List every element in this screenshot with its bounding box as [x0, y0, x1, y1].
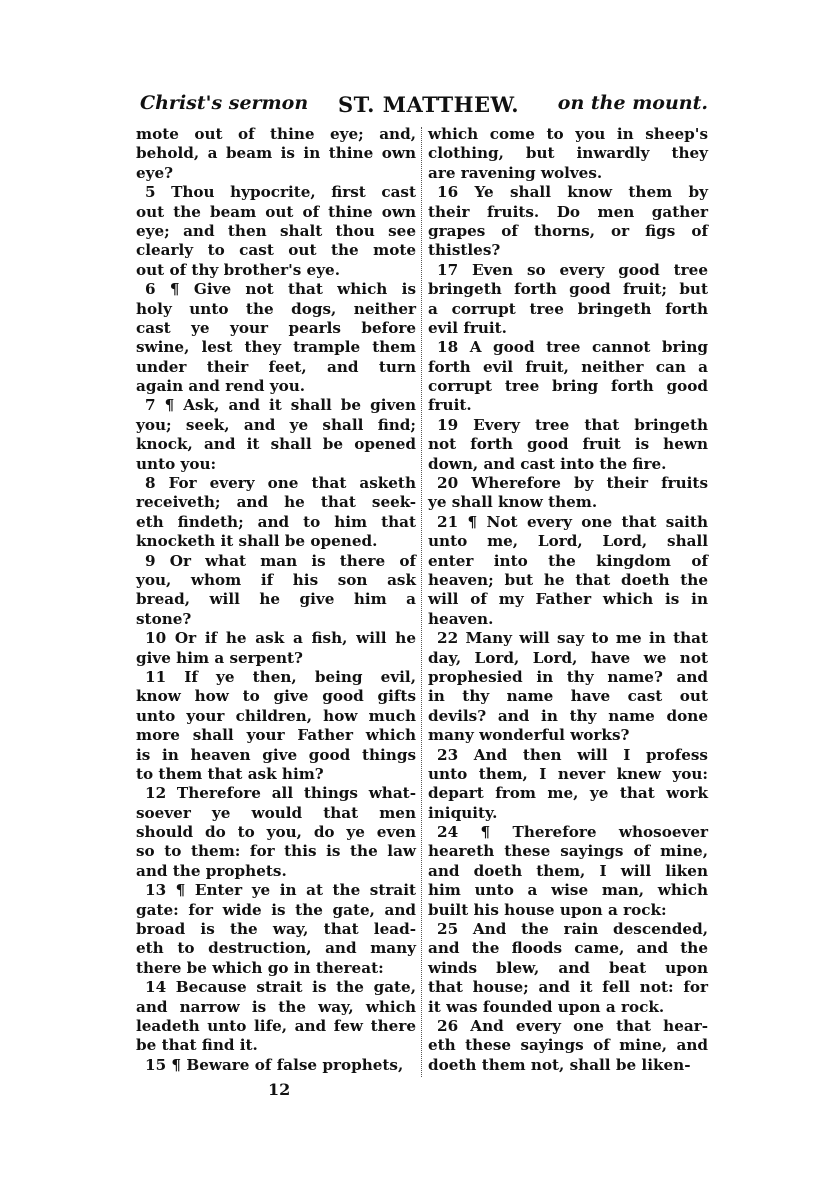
- text-line: built his house upon a rock:: [428, 900, 667, 919]
- text-line: 19 Every tree that bringeth: [437, 415, 708, 434]
- running-header: [140, 92, 708, 122]
- text-line: depart from me, ye that work: [428, 784, 708, 803]
- text-line: out the beam out of thine own: [136, 202, 416, 221]
- text-line: 18 A good tree cannot bring: [437, 338, 708, 357]
- text-line: bringeth forth good fruit; but: [428, 280, 708, 299]
- text-line: receiveth; and he that seek-: [136, 493, 416, 512]
- text-line: heaven; but he that doeth the: [428, 570, 708, 589]
- text-line: eth these sayings of mine, and: [428, 1036, 708, 1055]
- text-line: knock, and it shall be opened: [136, 435, 416, 454]
- text-line: evil fruit.: [428, 318, 507, 337]
- text-line: you; seek, and ye shall find;: [136, 415, 416, 434]
- header-left-title: Christ's sermon: [140, 92, 309, 114]
- text-line: holy unto the dogs, neither: [136, 299, 416, 318]
- text-line: their fruits. Do men gather: [428, 202, 708, 221]
- text-line: 9 Or what man is there of: [145, 551, 416, 570]
- text-line: 24 ¶ Therefore whosoever: [437, 823, 708, 842]
- right-text-column: [428, 125, 708, 1075]
- text-line: you, whom if his son ask: [136, 570, 416, 589]
- text-line: devils? and in thy name done: [428, 706, 708, 725]
- text-line: 21 ¶ Not every one that saith: [437, 512, 708, 531]
- text-line: 23 And then will I profess: [437, 745, 708, 764]
- text-line: thistles?: [428, 241, 501, 260]
- text-line: cast ye your pearls before: [136, 318, 416, 337]
- text-line: out of thy brother's eye.: [136, 260, 340, 279]
- text-line: iniquity.: [428, 803, 498, 822]
- text-line: eth to destruction, and many: [136, 939, 416, 958]
- text-line: doeth them not, shall be liken-: [428, 1055, 691, 1074]
- text-line: there be which go in thereat:: [136, 958, 384, 977]
- text-line: 6 ¶ Give not that which is: [145, 280, 416, 299]
- text-line: 11 If ye then, being evil,: [145, 667, 416, 686]
- text-line: which come to you in sheep's: [428, 125, 708, 143]
- text-line: leadeth unto life, and few there: [136, 1016, 416, 1035]
- text-line: eye; and then shalt thou see: [136, 221, 416, 240]
- text-line: under their feet, and turn: [136, 357, 416, 376]
- text-line: 25 And the rain descended,: [437, 920, 708, 939]
- page-number: 12: [268, 1080, 291, 1099]
- text-line: clothing, but inwardly they: [428, 144, 708, 163]
- text-line: many wonderful works?: [428, 726, 630, 745]
- column-divider: [421, 127, 422, 1077]
- text-line: 8 For every one that asketh: [145, 474, 416, 493]
- text-line: 12 Therefore all things what-: [145, 784, 416, 803]
- text-line: heareth these sayings of mine,: [428, 842, 708, 861]
- text-line: knocketh it shall be opened.: [136, 532, 378, 551]
- text-line: 17 Even so every good tree: [437, 260, 708, 279]
- text-line: 7 ¶ Ask, and it shall be given: [145, 396, 416, 415]
- text-line: 15 ¶ Beware of false prophets,: [145, 1055, 404, 1074]
- text-line: prophesied in thy name? and: [428, 667, 708, 686]
- text-line: broad is the way, that lead-: [136, 920, 416, 939]
- text-line: not forth good fruit is hewn: [428, 435, 708, 454]
- text-line: grapes of thorns, or figs of: [428, 221, 708, 240]
- text-line: fruit.: [428, 396, 472, 415]
- text-line: again and rend you.: [136, 377, 306, 396]
- text-line: bread, will he give him a: [136, 590, 416, 609]
- text-line: 22 Many will say to me in that: [437, 629, 708, 648]
- text-line: winds blew, and beat upon: [428, 958, 708, 977]
- text-line: swine, lest they trample them: [136, 338, 416, 357]
- text-line: ye shall know them.: [428, 493, 598, 512]
- text-line: unto you:: [136, 454, 217, 473]
- text-line: should do to you, do ye even: [136, 823, 416, 842]
- text-line: 13 ¶ Enter ye in at the strait: [145, 881, 416, 900]
- text-line: is in heaven give good things: [136, 745, 416, 764]
- text-line: so to them: for this is the law: [136, 842, 416, 861]
- text-line: 5 Thou hypocrite, first cast: [145, 183, 416, 202]
- text-line: 16 Ye shall know them by: [437, 183, 708, 202]
- text-line: and the floods came, and the: [428, 939, 708, 958]
- text-line: that house; and it fell not: for: [428, 978, 708, 997]
- text-line: be that find it.: [136, 1036, 258, 1055]
- text-line: 20 Wherefore by their fruits: [437, 474, 708, 493]
- text-line: 14 Because strait is the gate,: [145, 978, 416, 997]
- text-line: gate: for wide is the gate, and: [136, 900, 416, 919]
- header-right-title: on the mount.: [557, 92, 708, 114]
- text-line: know how to give good gifts: [136, 687, 416, 706]
- header-book-title: ST. MATTHEW.: [338, 92, 520, 117]
- text-line: and doeth them, I will liken: [428, 861, 708, 880]
- text-line: behold, a beam is in thine own: [136, 144, 416, 163]
- text-line: down, and cast into the fire.: [428, 454, 667, 473]
- text-line: more shall your Father which: [136, 726, 416, 745]
- text-line: corrupt tree bring forth good: [428, 377, 708, 396]
- text-line: him unto a wise man, which: [428, 881, 708, 900]
- text-line: give him a serpent?: [136, 648, 303, 667]
- text-line: it was founded upon a rock.: [428, 997, 665, 1016]
- text-line: will of my Father which is in: [428, 590, 708, 609]
- text-line: stone?: [136, 609, 192, 628]
- text-line: to them that ask him?: [136, 764, 324, 783]
- text-line: a corrupt tree bringeth forth: [428, 299, 708, 318]
- text-line: clearly to cast out the mote: [136, 241, 416, 260]
- text-line: 10 Or if he ask a fish, will he: [145, 629, 416, 648]
- text-line: and the prophets.: [136, 861, 287, 880]
- text-line: unto them, I never knew you:: [428, 764, 708, 783]
- left-text-column: [136, 125, 416, 1075]
- text-line: mote out of thine eye; and,: [136, 125, 416, 143]
- text-line: eth findeth; and to him that: [136, 512, 416, 531]
- text-line: heaven.: [428, 609, 494, 628]
- text-line: unto me, Lord, Lord, shall: [428, 532, 708, 551]
- text-line: day, Lord, Lord, have we not: [428, 648, 708, 667]
- text-line: are ravening wolves.: [428, 163, 603, 182]
- text-line: forth evil fruit, neither can a: [428, 357, 708, 376]
- text-line: 26 And every one that hear-: [437, 1016, 708, 1035]
- text-line: in thy name have cast out: [428, 687, 708, 706]
- text-line: unto your children, how much: [136, 706, 416, 725]
- text-line: enter into the kingdom of: [428, 551, 708, 570]
- text-line: soever ye would that men: [136, 803, 416, 822]
- text-line: eye?: [136, 163, 174, 182]
- text-line: and narrow is the way, which: [136, 997, 416, 1016]
